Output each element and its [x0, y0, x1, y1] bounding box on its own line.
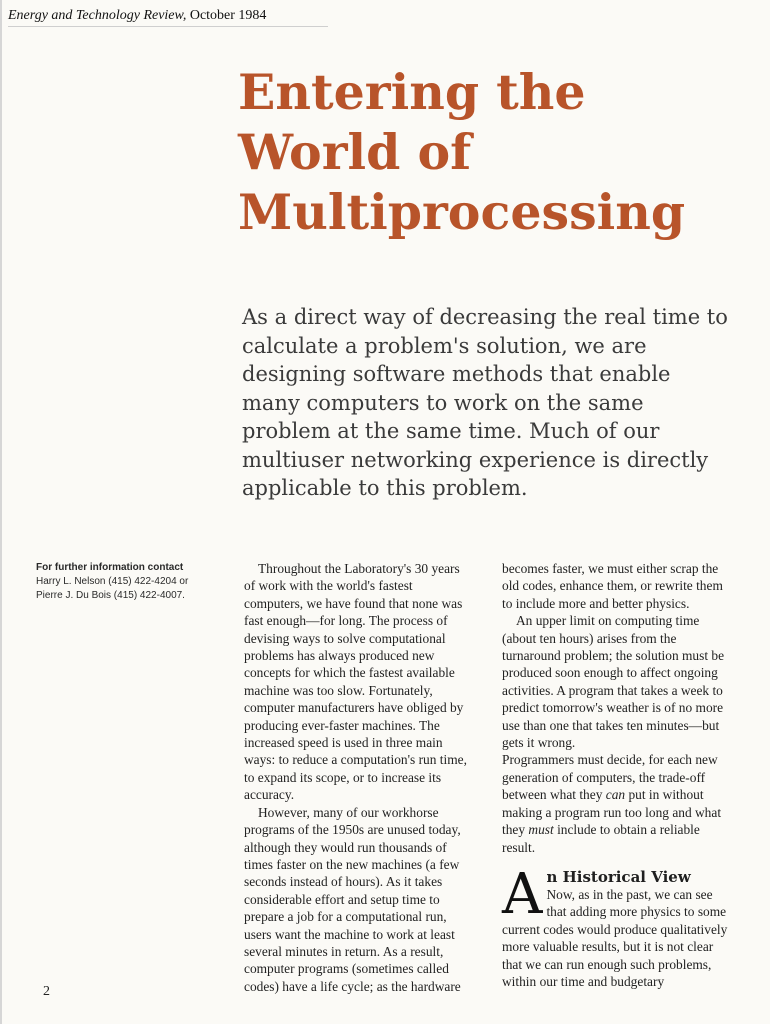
drop-cap: A: [502, 861, 543, 927]
running-header: [8, 8, 328, 27]
contact-line-1: Harry L. Nelson (415) 422-4204 or: [36, 576, 189, 587]
body-column-1: [244, 560, 472, 995]
p5-emphasis-must: must: [528, 822, 554, 838]
p5-text-a: Programmers must decide, for each new generation of computers, the trade-off between what they: [502, 752, 718, 803]
page-edge-rule: [0, 0, 2, 1024]
contact-info: [36, 561, 216, 603]
publication-name: Energy and Technology Review,: [8, 8, 187, 23]
historical-view-section: [502, 861, 730, 990]
p5-emphasis-can: can: [605, 787, 626, 803]
section-heading: n Historical View: [546, 867, 691, 886]
body-paragraph-1: Throughout the Laboratory's 30 years of work with the world's fastest computers, we have found that none was fast enough—for long. The process of devising ways to solve computational problems has always produced new concepts for which the fastest available machine was too slow. Fortunately, computer manufacturers have obliged by producing ever-faster machines. The increased speed is used in three main ways: to reduce a computation's run time, to expand its scope, or to increase its accuracy.: [244, 561, 467, 803]
body-column-2: [502, 560, 730, 990]
contact-line-2: Pierre J. Du Bois (415) 422-4007.: [36, 590, 185, 601]
p5-text-b: put in without making a program run too long and what they: [502, 787, 722, 838]
page-number: 2: [43, 984, 50, 999]
article-intro: As a direct way of decreasing the real time to calculate a problem's solution, we are designing software methods that enable many computers to work on the same problem at the same time. Much of our multiuser networking experience is directly applicable to this problem.: [242, 305, 728, 500]
body-paragraph-4: An upper limit on computing time (about ten hours) arises from the turnaround problem; the solution must be produced soon enough to affect ongoing activities. A program that takes a week to predict tomorrow's weather is of no more use than one that takes ten minutes—but gets it wrong.: [502, 613, 725, 751]
body-paragraph-5: [502, 751, 730, 855]
title-line-1: Entering the: [238, 63, 586, 121]
contact-lead: For further information contact: [36, 562, 184, 573]
body-paragraph-6: Now, as in the past, we can see that adding more physics to some current codes would produce qualitatively more valuable results, but it is not clear that we can run enough such problems, within our time and budgetary: [502, 886, 728, 989]
body-paragraph-3: becomes faster, we must either scrap the old codes, enhance them, or rewrite them to include more and better physics.: [502, 561, 723, 611]
title-line-3: Multiprocessing: [238, 183, 686, 241]
p5-text-c: include to obtain a reliable result.: [502, 822, 700, 855]
article-title: [238, 62, 718, 242]
title-line-2: World of: [238, 123, 472, 181]
body-paragraph-2: However, many of our workhorse programs of the 1950s are unused today, although they would run thousands of times faster on the new machines (a few seconds instead of hours). As it takes considerable effort and setup time to prepare a job for a computational run, users want the machine to work at least several minutes in return. As a result, computer programs (sometimes called codes) have a life cycle; as the hardware: [244, 804, 461, 994]
publication-date: October 1984: [189, 8, 267, 23]
